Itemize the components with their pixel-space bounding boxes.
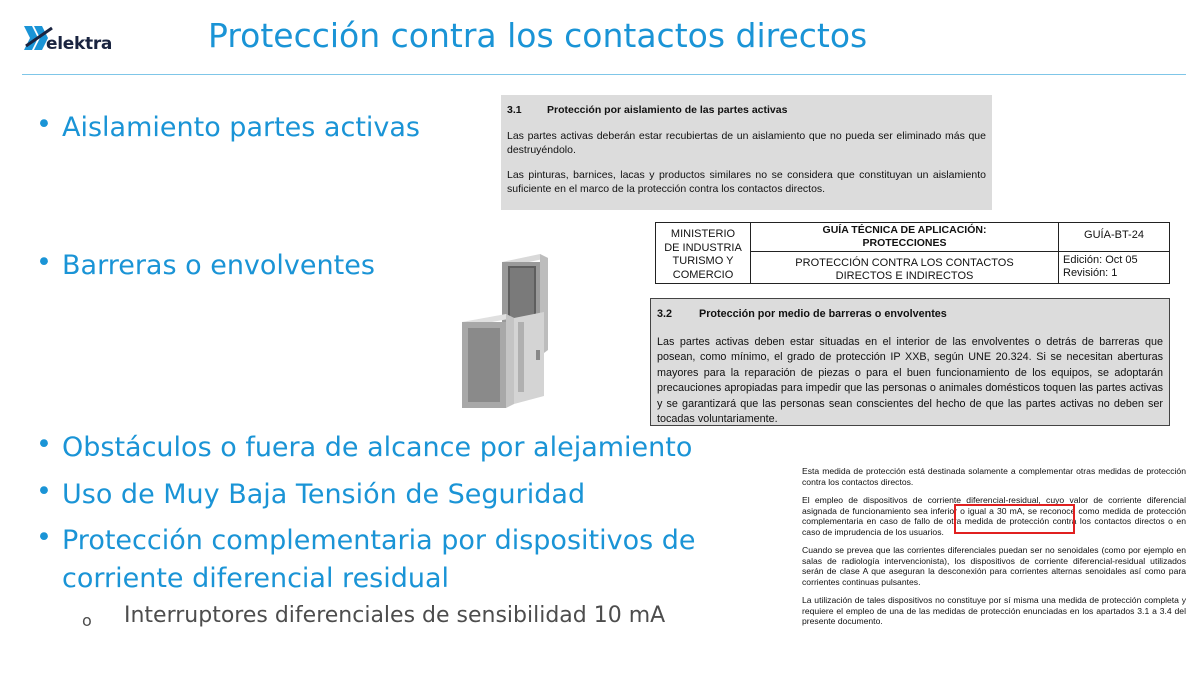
section-heading-text: Protección por aislamiento de las partes activas xyxy=(547,104,788,116)
rcd-paragraph: El empleo de dispositivos de corriente diferencial-residual, cuyo valor de corriente diferencial asignada de funcionamiento sea inferior o igual a 30 mA, se reconoce como medida de protección complementaria en caso de fallo de otra medida de protección contra los contactos directos o en caso de imprudencia de los usuarios. xyxy=(802,495,1186,537)
ministry-line: MINISTERIO xyxy=(670,228,736,240)
elektra-logo xyxy=(22,20,122,56)
rcd-excerpt xyxy=(802,466,1186,632)
guide-title-line: PROTECCIONES xyxy=(862,236,947,249)
bullet-marker: • xyxy=(36,109,52,140)
bullet-marker: • xyxy=(36,476,52,507)
guide-title-cell xyxy=(751,223,1059,283)
bullet-marker: • xyxy=(36,247,52,278)
rcd-paragraph: La utilización de tales dispositivos no constituye por sí misma una medida de protección completa y requiere el empleo de una de las medidas de protección enunciadas en los apartados 3.1 a 3.4 del presente documento. xyxy=(802,595,1186,626)
page-title: Protección contra los contactos directos xyxy=(208,16,868,55)
guide-title-line: GUÍA TÉCNICA DE APLICACIÓN: xyxy=(822,224,987,236)
guide-edition: Edición: Oct 05 xyxy=(1063,254,1138,266)
ministry-cell xyxy=(656,223,751,283)
guide-revision: Revisión: 1 xyxy=(1063,267,1118,279)
title-divider xyxy=(22,74,1186,75)
sub-bullet-text: Interruptores diferenciales de sensibilidad 10 mA xyxy=(124,603,666,628)
section-3-2-excerpt xyxy=(650,298,1170,426)
section-heading xyxy=(507,103,986,117)
sub-bullet-marker: o xyxy=(82,611,92,630)
section-number: 3.1 xyxy=(507,104,522,116)
ministry-line: DE INDUSTRIA xyxy=(664,241,742,254)
section-paragraph: Las partes activas deben estar situadas en el interior de las envolventes o detrás de barreras que posean, como mínimo, el grado de protección IP XXB, según UNE 20.324. Si se necesitan aberturas mayores para la reparación de piezas o para el buen funcionamiento de los equipos, se adoptarán precauciones apropiadas para impedir que las personas o animales domésticos toquen las partes activas y se garantizará que las personas sean conscientes del hecho de que las partes activas no deben ser tocadas voluntariamente. xyxy=(657,335,1163,425)
bullet-text: Aislamiento partes activas xyxy=(62,112,421,143)
rcd-paragraph: Esta medida de protección está destinada solamente a complementar otras medidas de protección contra los contactos directos. xyxy=(802,466,1186,487)
bullet-text: Protección complementaria por dispositivos de corriente diferencial residual xyxy=(62,525,696,594)
bullet-text: Barreras o envolventes xyxy=(62,250,375,281)
bullet-marker: • xyxy=(36,522,52,553)
section-3-1-excerpt xyxy=(501,95,992,210)
rcd-paragraph: Cuando se prevea que las corrientes diferenciales puedan ser no senoidales (como por ejemplo en salas de radiología intervencionista), los dispositivos de corriente diferencial-residual utilizados serán de clase A que aseguran la desconexión para corrientes alternas senoidales así como para corrientes continuas pulsantes. xyxy=(802,545,1186,587)
guide-header-table xyxy=(655,222,1170,284)
section-heading-text: Protección por medio de barreras o envolventes xyxy=(699,308,947,320)
section-heading xyxy=(657,307,1163,323)
open-enclosure-image xyxy=(460,310,548,412)
logo-text: elektra xyxy=(46,34,113,54)
guide-subtitle-line: PROTECCIÓN CONTRA LOS CONTACTOS xyxy=(795,257,1014,269)
bullet-marker: • xyxy=(36,429,52,460)
section-paragraph: Las partes activas deberán estar recubiertas de un aislamiento que no pueda ser eliminado más que destruyéndolo. xyxy=(507,130,986,156)
guide-code: GUÍA-BT-24 xyxy=(1059,223,1169,252)
bullet-text: Obstáculos o fuera de alcance por alejamiento xyxy=(62,432,693,463)
section-paragraph: Las pinturas, barnices, lacas y productos similares no se considera que constituyan un aislamiento suficiente en el marco de la protección contra los contactos directos. xyxy=(507,169,986,195)
highlight-box xyxy=(954,504,1075,534)
ministry-line: TURISMO Y xyxy=(672,255,734,267)
ministry-line: COMERCIO xyxy=(672,268,734,281)
guide-subtitle-line: DIRECTOS E INDIRECTOS xyxy=(835,270,974,282)
bullet-text: Uso de Muy Baja Tensión de Seguridad xyxy=(62,479,586,510)
guide-code-cell xyxy=(1059,223,1169,283)
section-number: 3.2 xyxy=(657,308,673,320)
